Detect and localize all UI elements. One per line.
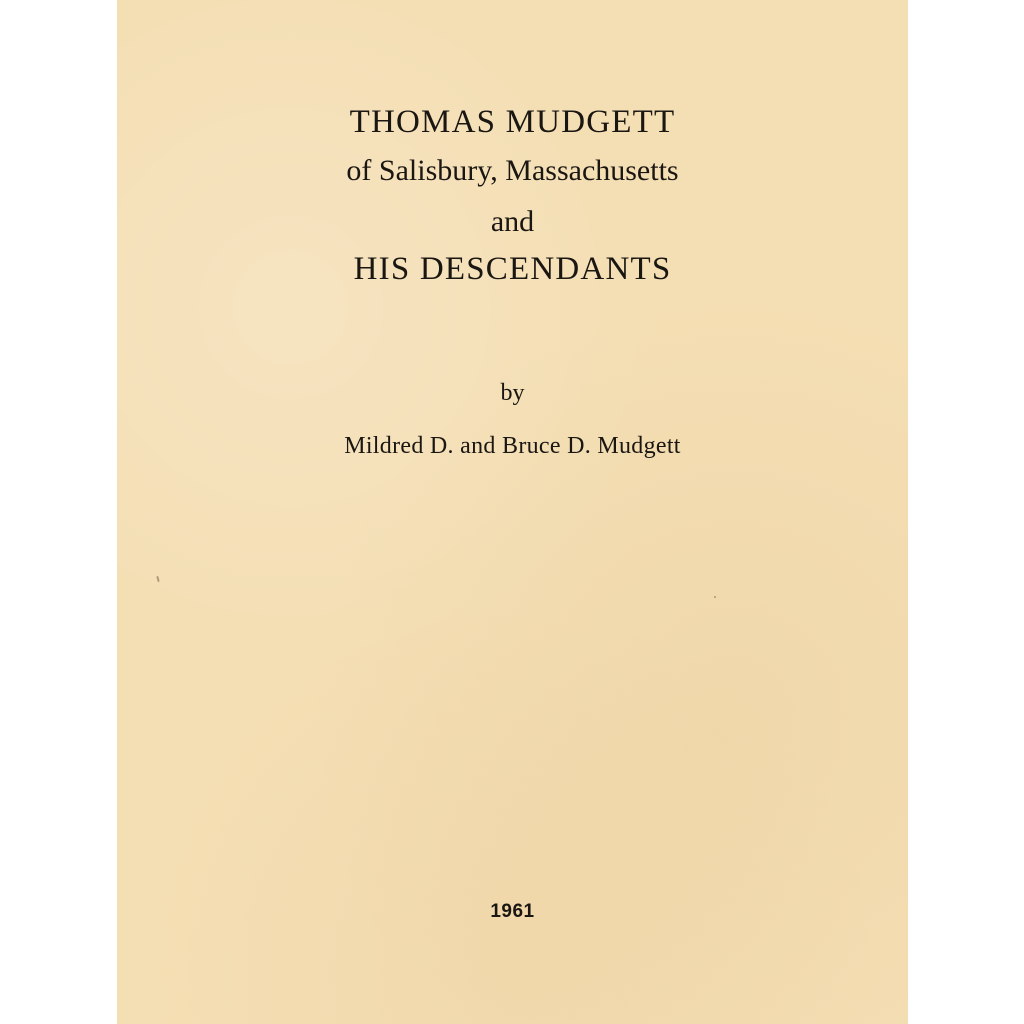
title-descendants: HIS DESCENDANTS	[353, 251, 672, 287]
paper-speck	[156, 576, 159, 582]
publication-year: 1961	[490, 901, 535, 922]
title-name: THOMAS MUDGETT	[349, 104, 676, 140]
author-names: Mildred D. and Bruce D. Mudgett	[344, 433, 681, 459]
byline-label: by	[500, 380, 525, 406]
paper-speck	[714, 596, 716, 598]
book-cover-page	[117, 0, 908, 1024]
title-conjunction: and	[490, 205, 535, 238]
title-place: of Salisbury, Massachusetts	[346, 154, 679, 187]
